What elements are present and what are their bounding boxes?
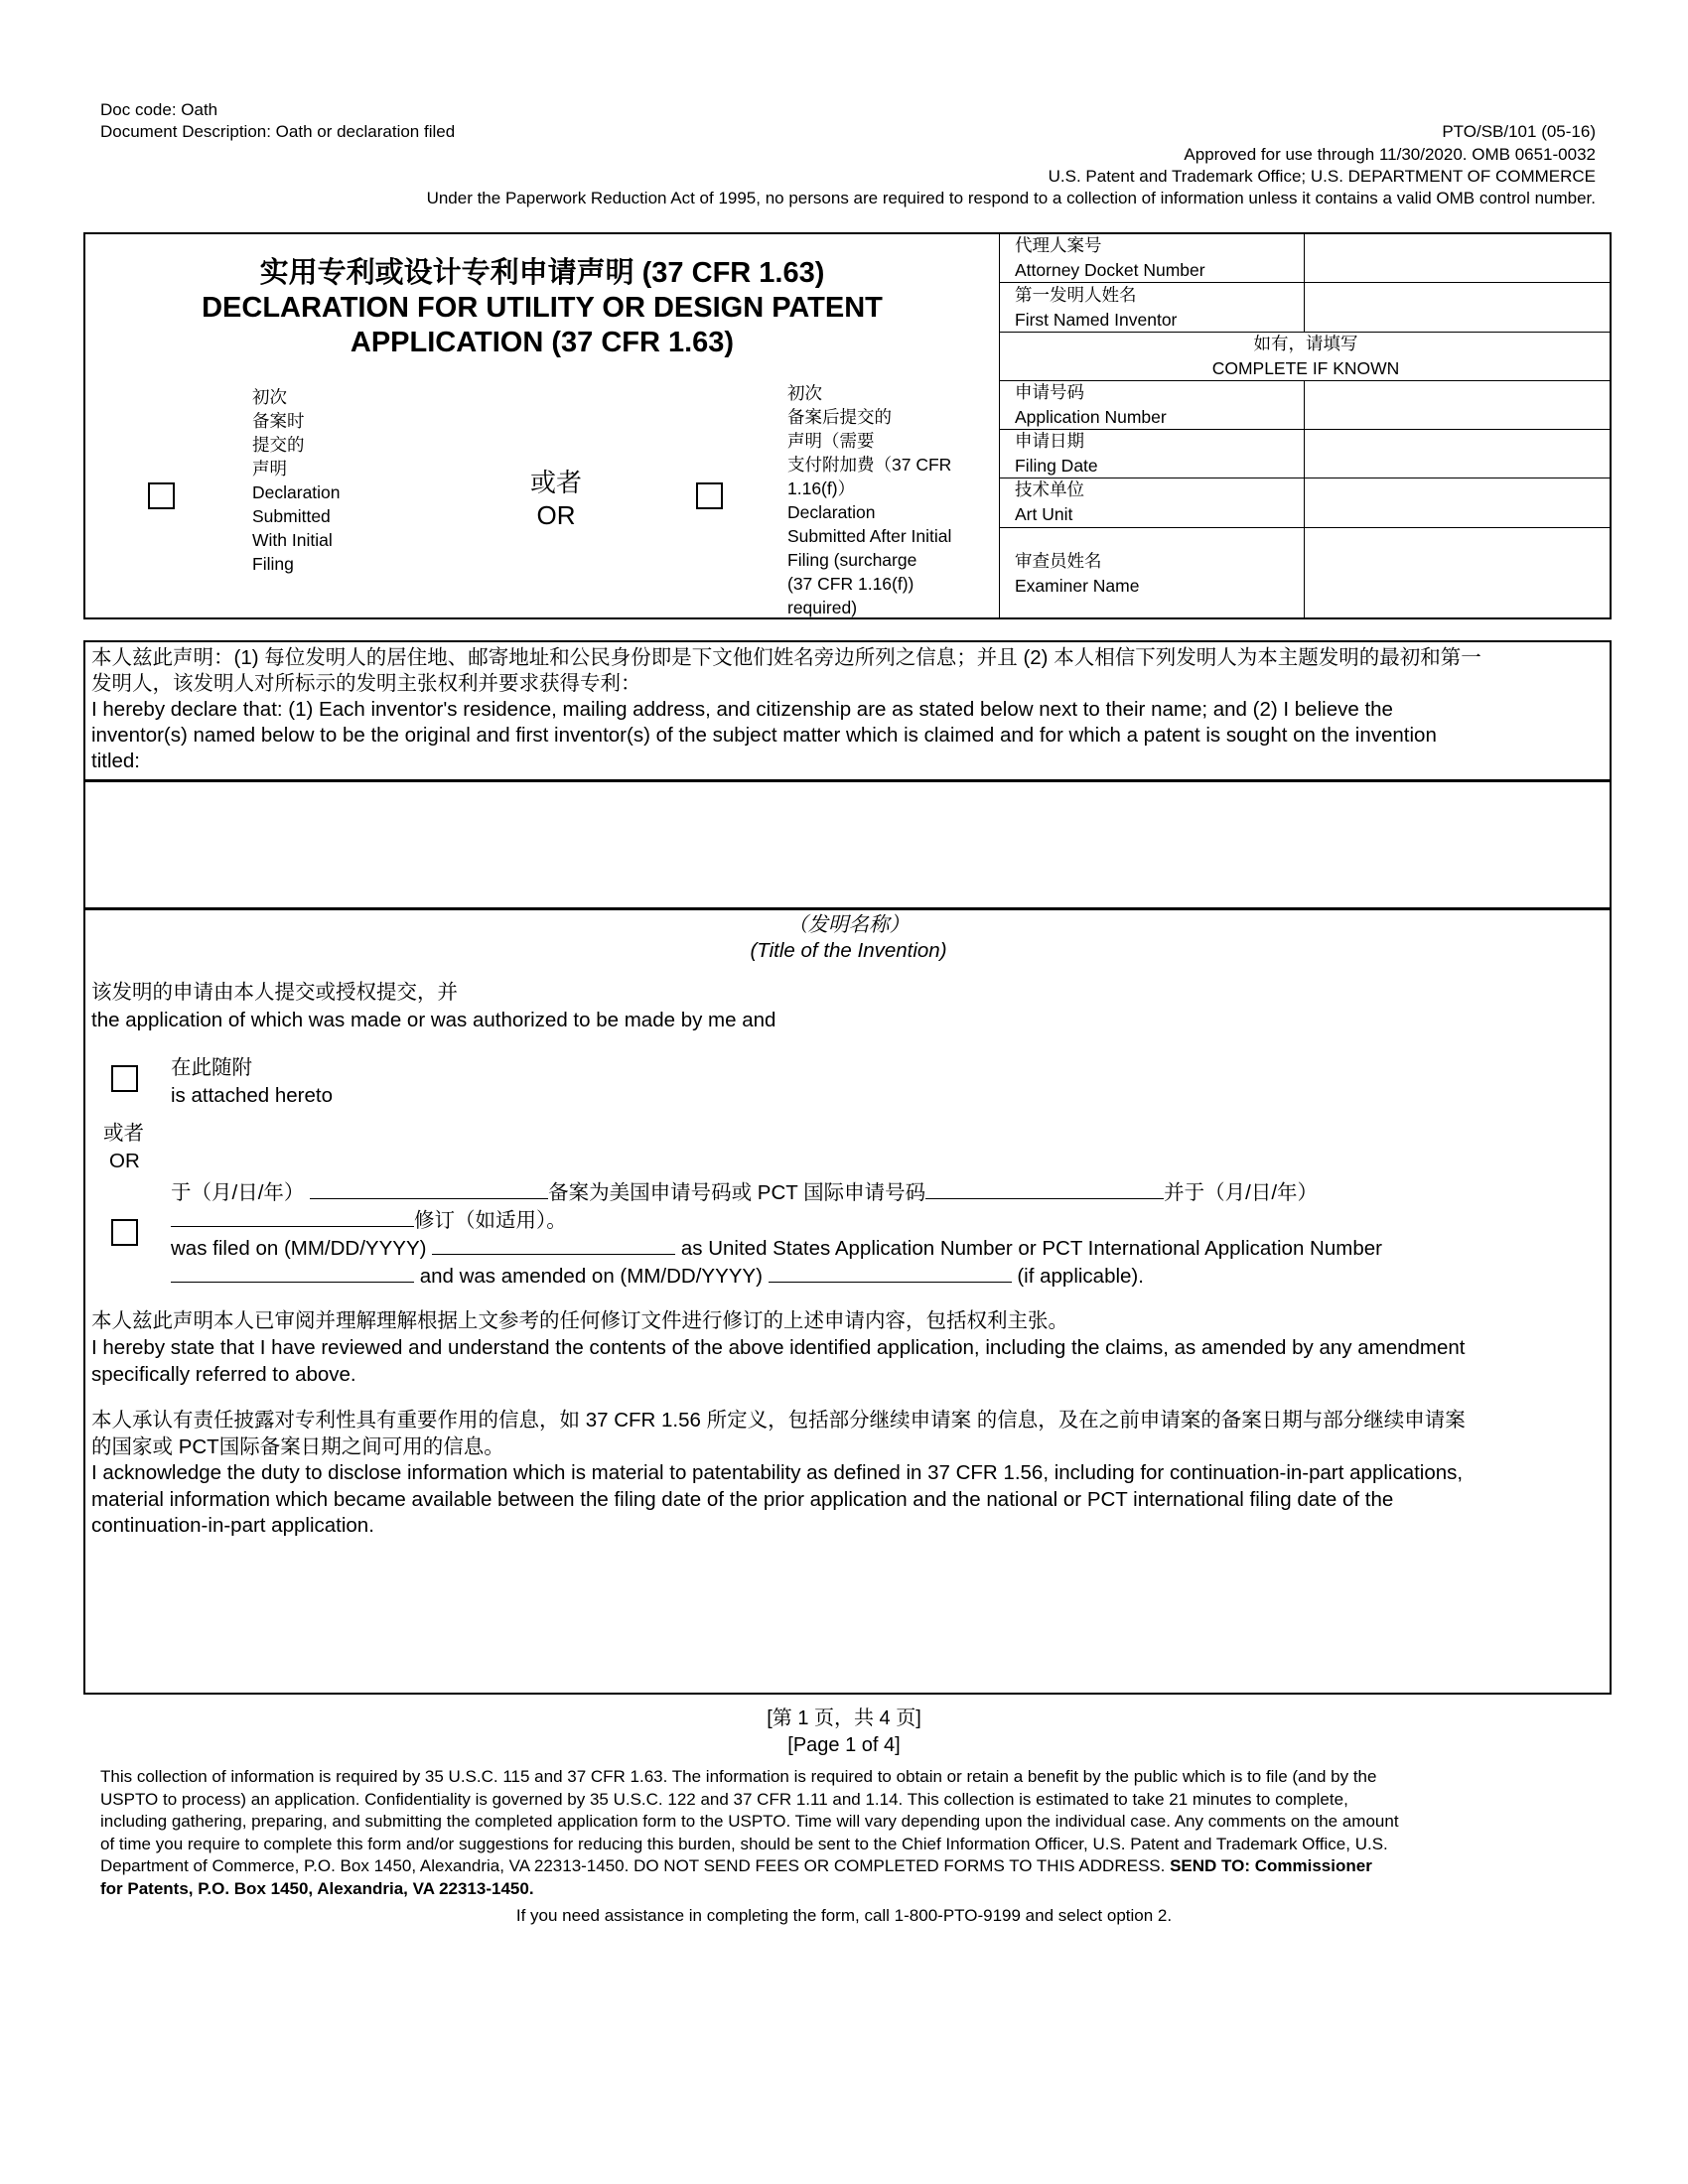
attorney-docket-input[interactable] [1307, 235, 1609, 281]
attached-hereto-label: 在此随附 is attached hereto [171, 1056, 333, 1107]
art-unit-input[interactable] [1307, 479, 1609, 525]
initial-filing-checkbox[interactable] [148, 482, 175, 509]
filing-date-input[interactable] [1307, 431, 1609, 477]
form-number: PTO/SB/101 (05-16) [1442, 122, 1596, 141]
form-title [85, 256, 999, 360]
complete-if-known: 如有，请填写 COMPLETE IF KNOWN [1211, 334, 1400, 378]
examiner-name-input[interactable] [1307, 529, 1609, 616]
invention-title-input[interactable] [89, 786, 1606, 903]
after-filing-checkbox[interactable] [696, 482, 723, 509]
invention-title-label: （发明名称） (Title of the Invention) [750, 913, 947, 962]
filed-statement: 于（月/日/年） 备案为美国申请号码或 PCT 国际申请号码 并于（月/日/年） 修订（如适用）。 was filed on (MM/DD/YYYY) as United States Application Number or PCT International Application Number and was amended on (MM/DD/YYYY) (if applicable). [171, 1181, 1382, 1288]
filed-date-blank[interactable] [432, 1236, 675, 1255]
title-en-line2: APPLICATION (37 CFR 1.63) [350, 327, 735, 358]
declare-statement: 本人兹此声明：(1) 每位发明人的居住地、邮寄地址和公民身份即是下文他们姓名旁边所列之信息；并且 (2) 本人相信下列发明人为本主题发明的最初和第一 发明人，该发明人对所标示的发明主张权利并要求获得专利： I hereby declare that: (1) Each inventor's residence, mailing address, and citizenship are as stated below next to their name; and (2) I believe the inventor(s) named below to be the original and first inventor(s) of the subject matter which is claimed and for which a patent is sought on the invention titled: [91, 646, 1481, 772]
duty-statement: 本人承认有责任披露对专利性具有重要作用的信息，如 37 CFR 1.56 所定义，包括部分继续申请案 的信息，及在之前申请案的备案日期与部分继续申请案 的国家或 PCT国际备案日期之间可用的信息。 I acknowledge the duty to disclose information which is material to patentability as defined in 37 CFR 1.56, including for continuation-in-part applications, material information which became available between the filing date of the prior application and the national or PCT international filing date of the continuation-in-part application. [91, 1409, 1466, 1537]
filed-checkbox[interactable] [111, 1219, 138, 1246]
initial-filing-label: 初次 备案时 提交的 声明 Declaration Submitted With Initial Filing [252, 387, 341, 574]
application-number-input[interactable] [1307, 382, 1609, 428]
first-inventor-input[interactable] [1307, 285, 1609, 331]
attached-hereto-checkbox[interactable] [111, 1065, 138, 1092]
office-name: U.S. Patent and Trademark Office; U.S. DEPARTMENT OF COMMERCE [1048, 167, 1596, 186]
title-zh: 实用专利或设计专利申请声明 (37 CFR 1.63) [259, 257, 825, 289]
doc-code: Doc code: Oath [100, 100, 218, 119]
assistance-notice: If you need assistance in completing the form, call 1-800-PTO-9199 and select option 2. [515, 1906, 1173, 1925]
option-or: 或者 OR [529, 468, 582, 530]
application-number-label: 申请号码 Application Number [1015, 382, 1167, 427]
reviewed-statement: 本人兹此声明本人已审阅并理解理解根据上文参考的任何修订文件进行修订的上述申请内容，包括权利主张。 I hereby state that I have reviewed and understand the contents of the above identified application, including the claims, as amended by any amendment specifically referred to above. [91, 1309, 1466, 1386]
doc-description: Document Description: Oath or declaration filed [100, 122, 456, 141]
art-unit-label: 技术单位 Art Unit [1015, 479, 1084, 524]
application-or: 或者 OR [103, 1122, 144, 1172]
filing-date-label: 申请日期 Filing Date [1015, 431, 1098, 476]
examiner-name-label: 审查员姓名 Examiner Name [1015, 551, 1140, 596]
paperwork-notice: Under the Paperwork Reduction Act of 1995, no persons are required to respond to a collection of information unless it contains a valid OMB control number. [426, 189, 1596, 207]
app-number-blank[interactable] [171, 1264, 414, 1283]
page-indicator: [第 1 页，共 4 页] [Page 1 of 4] [767, 1707, 921, 1756]
amended-date-blank[interactable] [769, 1264, 1012, 1283]
after-filing-label: 初次 备案后提交的 声明（需要 支付附加费（37 CFR 1.16(f)） Declaration Submitted After Initial Filing (surcharge (37 CFR 1.16(f)) required) [787, 383, 952, 617]
filed-date-zh-blank[interactable] [310, 1180, 548, 1199]
title-en-line1: DECLARATION FOR UTILITY OR DESIGN PATENT [202, 292, 883, 324]
burden-statement: This collection of information is required by 35 U.S.C. 115 and 37 CFR 1.63. The information is required to obtain or retain a benefit by the public which is to file (and by the USPTO to process) an application. Confidentiality is governed by 35 U.S.C. 122 and 37 CFR 1.11 and 1.14. This collection is estimated to take 21 minutes to complete, including gathering, preparing, and submitting the completed application form to the USPTO. Time will vary depending upon the individual case. Any comments on the amount of time you require to complete this form and/or suggestions for reducing this burden, should be sent to the Chief Information Officer, U.S. Patent and Trademark Office, U.S. Department of Commerce, P.O. Box 1450, Alexandria, VA 22313-1450. DO NOT SEND FEES OR COMPLETED FORMS TO THIS ADDRESS. SEND TO: Commissioner for Patents, P.O. Box 1450, Alexandria, VA 22313-1450. [100, 1767, 1399, 1898]
app-number-zh-blank[interactable] [925, 1180, 1164, 1199]
amended-date-zh-blank[interactable] [171, 1208, 414, 1227]
first-inventor-label: 第一发明人姓名 First Named Inventor [1015, 285, 1178, 330]
omb-approval: Approved for use through 11/30/2020. OMB 0651-0032 [1184, 145, 1596, 164]
attorney-docket-label: 代理人案号 Attorney Docket Number [1015, 235, 1205, 280]
application-intro: 该发明的申请由本人提交或授权提交，并 the application of which was made or was authorized to be made by me and [91, 981, 776, 1031]
